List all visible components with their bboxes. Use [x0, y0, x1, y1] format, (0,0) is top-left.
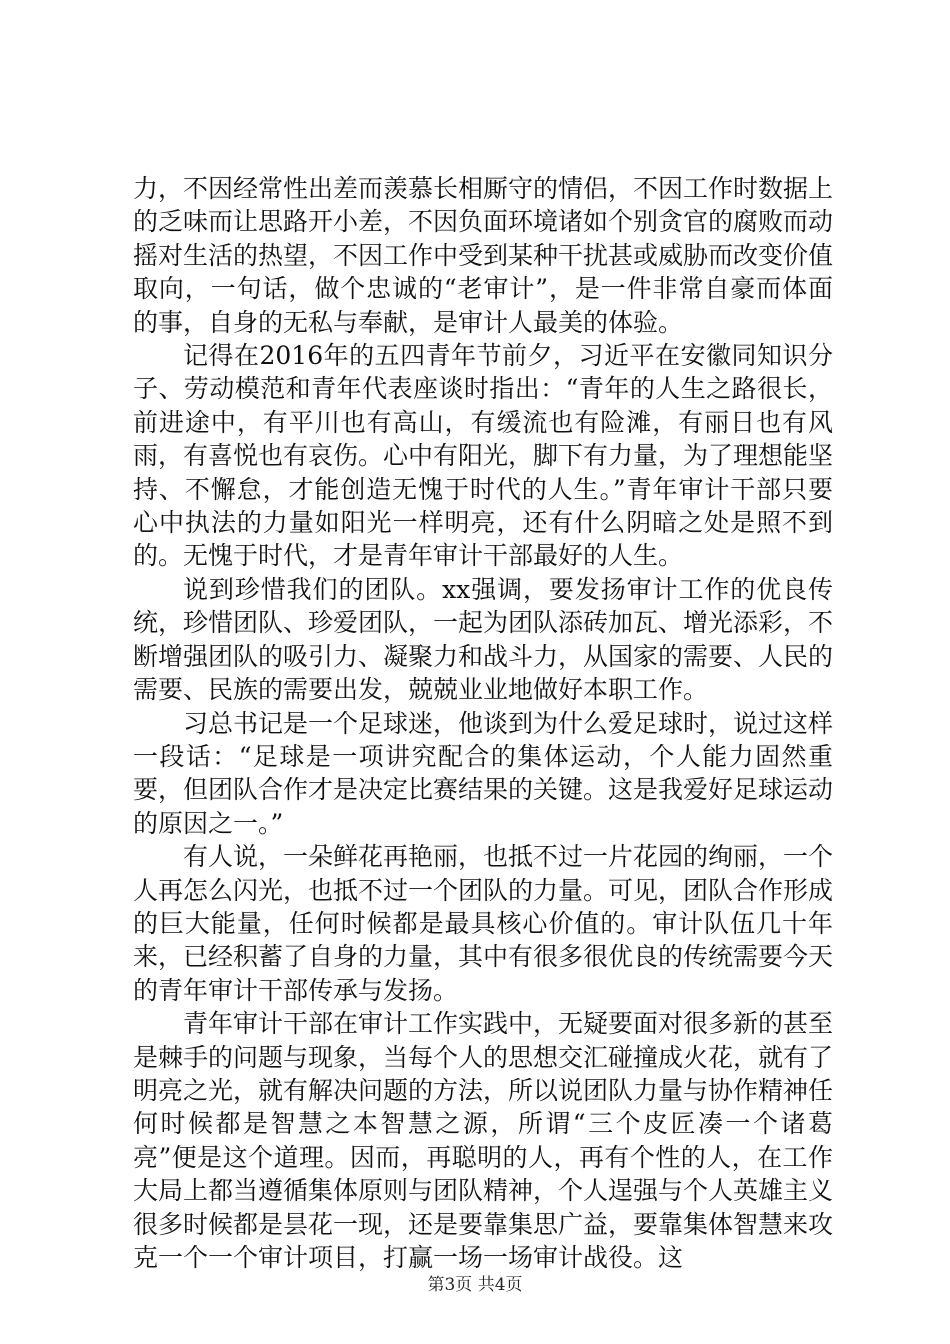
paragraph-1: 力，不因经常性出差而羡慕长相厮守的情侣，不因工作时数据上的乏味而让思路开小差，不因负面环境诸如个别贪官的腐败而动摇对生活的热望，不因工作中受到某种干扰甚或威胁而改变价值取向，一句话，做个忠诚的“老审计”，是一件非常自豪而体面的事，自身的无私与奉献，是审计人最美的体验。	[133, 174, 834, 337]
paragraph-6: 青年审计干部在审计工作实践中，无疑要面对很多新的甚至是棘手的问题与现象，当每个人的思想交汇碰撞成火花，就有了明亮之光，就有解决问题的方法，所以说团队力量与协作精神任何时候都是智慧之本智慧之源，所谓“三个皮匠凑一个诸葛亮”便是这个道理。因而，再聪明的人，再有个性的人，在工作大局上都当遵循集体原则与团队精神，个人逞强与个人英雄主义很多时候都是昙花一现，还是要靠集思广益，要靠集体智慧来攻克一个一个审计项目，打赢一场一场审计战役。这	[133, 1009, 834, 1272]
document-body	[133, 172, 833, 1274]
paragraph-5: 有人说，一朵鲜花再艳丽，也抵不过一片花园的绚丽，一个人再怎么闪光，也抵不过一个团队的力量。可见，团队合作形成的巨大能量，任何时候都是最具核心价值的。审计队伍几十年来，已经积蓄了自身的力量，其中有很多很优良的传统需要今天的青年审计干部传承与发扬。	[133, 842, 834, 1005]
paragraph-3: 说到珍惜我们的团队。xx强调，要发扬审计工作的优良传统，珍惜团队、珍爱团队，一起为团队添砖加瓦、增光添彩，不断增强团队的吸引力、凝聚力和战斗力，从国家的需要、人民的需要、民族的需要出发，兢兢业业地做好本职工作。	[133, 574, 834, 705]
paragraph-4: 习总书记是一个足球迷，他谈到为什么爱足球时，说过这样一段话：“足球是一项讲究配合的集体运动，个人能力固然重要，但团队合作才是决定比赛结果的关键。这是我爱好足球运动的原因之一。”	[133, 708, 834, 838]
paragraph-2: 记得在2016年的五四青年节前夕，习近平在安徽同知识分子、劳动模范和青年代表座谈时指出：“青年的人生之路很长，前进途中，有平川也有高山，有缓流也有险滩，有丽日也有风雨，有喜悦也有哀伤。心中有阳光，脚下有力量，为了理想能坚持、不懈怠，才能创造无愧于时代的人生。”青年审计干部只要心中执法的力量如阳光一样明亮，还有什么阴暗之处是照不到的。无愧于时代，才是青年审计干部最好的人生。	[133, 341, 834, 571]
page-footer: 第3页 共4页	[427, 1275, 523, 1295]
